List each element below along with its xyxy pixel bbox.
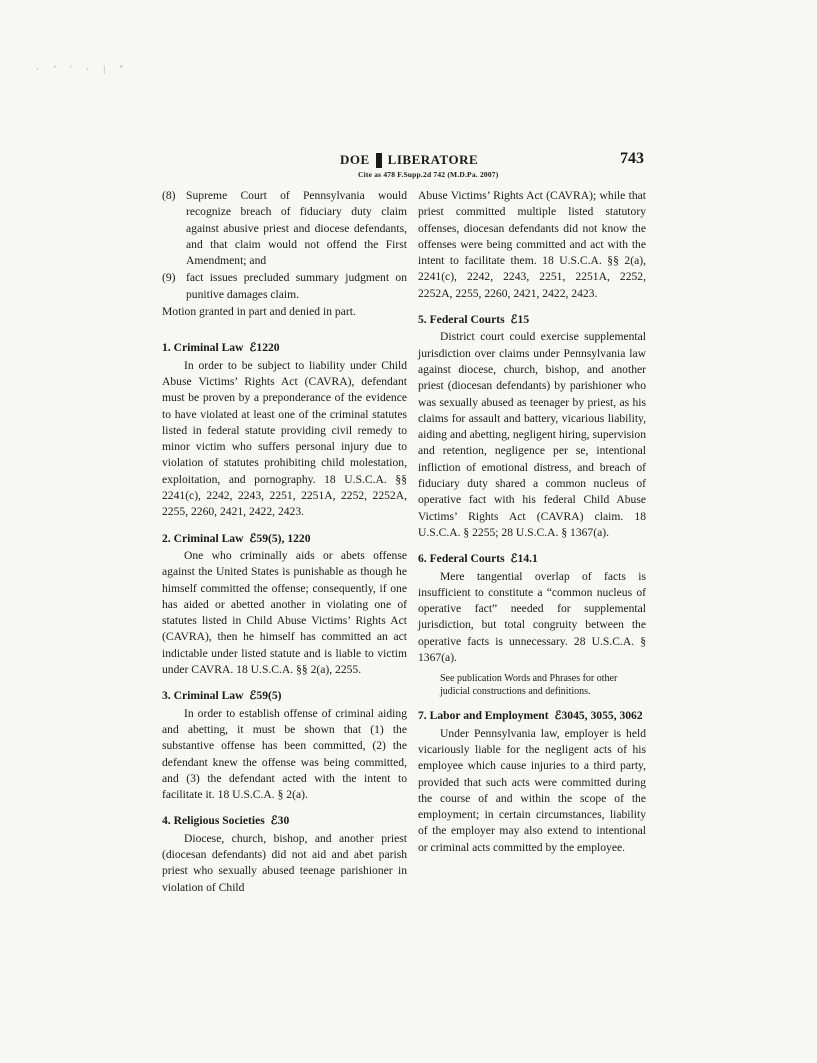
page-number: 743 [620, 150, 644, 167]
headnote-5 [418, 312, 646, 541]
disposition: Motion granted in part and denied in part. [162, 305, 356, 319]
title-separator-bar [376, 153, 382, 168]
headnote-3 [162, 688, 407, 803]
page-header [0, 152, 817, 192]
key-number: ℰ14.1 [510, 552, 538, 566]
headnote-text: In order to be subject to liability under Child Abuse Victims’ Rights Act (CAVRA), defendant must be proven by a preponderance of the evidence to have violated at least one of the criminal statutes listed in federal statute providing civil remedy to minor victim who suffers personal injury due to violation of statutes prohibiting child molestation, exploitation, and pornography. 18 U.S.C.A. §§ 2241(c), 2242, 2243, 2251, 2251A, 2252, 2252A, 2255, 2260, 2421, 2422, 2423. [162, 358, 407, 519]
scan-artifact-marks: · ’ ′ · | ″ [36, 64, 130, 74]
headnote-title: 6. Federal Courts [418, 552, 505, 566]
headnote-text: District court could exercise supplemental jurisdiction over claims under Pennsylvania law against diocese, church, bishop, and another priest (diocesan defendants) by parishioner who was sexually abused as teenager by priest, as his claims for assault and battery, vicarious liability, aiding and abetting, negligent hiring, supervision and retention, negligence per se, intentional infliction of emotional distress, and breach of fiduciary duty shared a common nucleus of operative fact with his federal Child Abuse Victims’ Rights Act (CAVRA) claim. 18 U.S.C.A. § 2255; 28 U.S.C.A. § 1367(a). [418, 330, 646, 539]
headnote-1 [162, 340, 407, 520]
holding-number: (9) [162, 271, 176, 285]
headnote-4-continuation: Abuse Victims’ Rights Act (CAVRA); while that priest committed multiple listed statutory offenses, diocesan defendants did not know the offenses were being committed and act with the intent to facilitate them. 18 U.S.C.A. §§ 2(a), 2241(c), 2242, 2243, 2251, 2251A, 2252, 2252A, 2255, 2260, 2421, 2422, 2423. [418, 189, 646, 300]
key-number: ℰ15 [510, 313, 530, 327]
key-number: ℰ1220 [249, 341, 280, 355]
holding-text: fact issues precluded summary judgment on punitive damages claim. [186, 271, 407, 301]
headnote-heading [162, 813, 407, 829]
headnote-title: 5. Federal Courts [418, 313, 505, 327]
headnote-title: 7. Labor and Employment [418, 709, 549, 723]
headnote-title: 3. Criminal Law [162, 689, 244, 703]
holding-item [162, 188, 407, 269]
key-number: ℰ59(5) [249, 689, 282, 703]
headnote-2 [162, 531, 407, 679]
headnote-text: Under Pennsylvania law, employer is held vicariously liable for the negligent acts of his employee which cause injuries to a third party, provided that such acts were committed during the course of and within the scope of the employment; in certain circumstances, liability of the employer may also extend to intentional or criminal acts committed by the employee. [418, 726, 646, 854]
headnote-heading [162, 688, 407, 704]
headnote-title: 2. Criminal Law [162, 531, 244, 545]
holding-text: Supreme Court of Pennsylvania would recognize breach of fiduciary duty claim against abusive priest and diocese defendants, and that claim would not offend the First Amendment; and [186, 189, 407, 268]
citation: Cite as 478 F.Supp.2d 742 (M.D.Pa. 2007) [358, 170, 499, 179]
key-number: ℰ3045, 3055, 3062 [554, 709, 643, 723]
headnote-title: 1. Criminal Law [162, 341, 244, 355]
headnote-heading [418, 708, 646, 724]
right-column [418, 188, 646, 856]
headnote-text: In order to establish offense of criminal aiding and abetting, it must be shown that (1) the substantive offense has been committed, (2) the defendant knew the offense was being committed, and (3) the defendant acted with the intent to facilitate it. 18 U.S.C.A. § 2(a). [162, 706, 407, 802]
key-number: ℰ30 [270, 814, 290, 828]
headnote-6 [418, 551, 646, 666]
headnote-4 [162, 813, 407, 895]
running-title-left: DOE [340, 152, 370, 167]
holding-item [162, 270, 407, 303]
headnote-heading [162, 340, 407, 356]
running-title-right: LIBERATORE [387, 152, 479, 167]
headnote-text: Diocese, church, bishop, and another priest (diocesan defendants) did not aid and abet parish priest who sexually abused teenage parishioner in violation of Child [162, 831, 407, 894]
key-number: ℰ59(5), 1220 [249, 531, 311, 545]
headnote-heading [162, 531, 407, 547]
headnote-title: 4. Religious Societies [162, 814, 265, 828]
running-title [340, 152, 478, 168]
headnote-heading [418, 312, 646, 328]
holding-number: (8) [162, 189, 176, 202]
left-column [162, 188, 407, 896]
headnote-text: One who criminally aids or abets offense against the United States is punishable as though he himself committed the offense; consequently, if one has aided or abetted another in violating one of statutes listed in Child Abuse Victims’ Rights Act (CAVRA), then he himself has committed an act indictable under listed statute and is liable to victim under CAVRA. 18 U.S.C.A. §§ 2(a), 2255. [162, 548, 407, 677]
headnote-text: Mere tangential overlap of facts is insufficient to constitute a “common nucleus of operative fact” needed for supplemental jurisdiction, but total congruity between the operative facts is unnecessary. 28 U.S.C.A. § 1367(a). [418, 569, 646, 665]
headnote-heading [418, 551, 646, 567]
headnote-7 [418, 708, 646, 856]
words-and-phrases-note: See publication Words and Phrases for other judicial constructions and definitions. [440, 673, 618, 698]
